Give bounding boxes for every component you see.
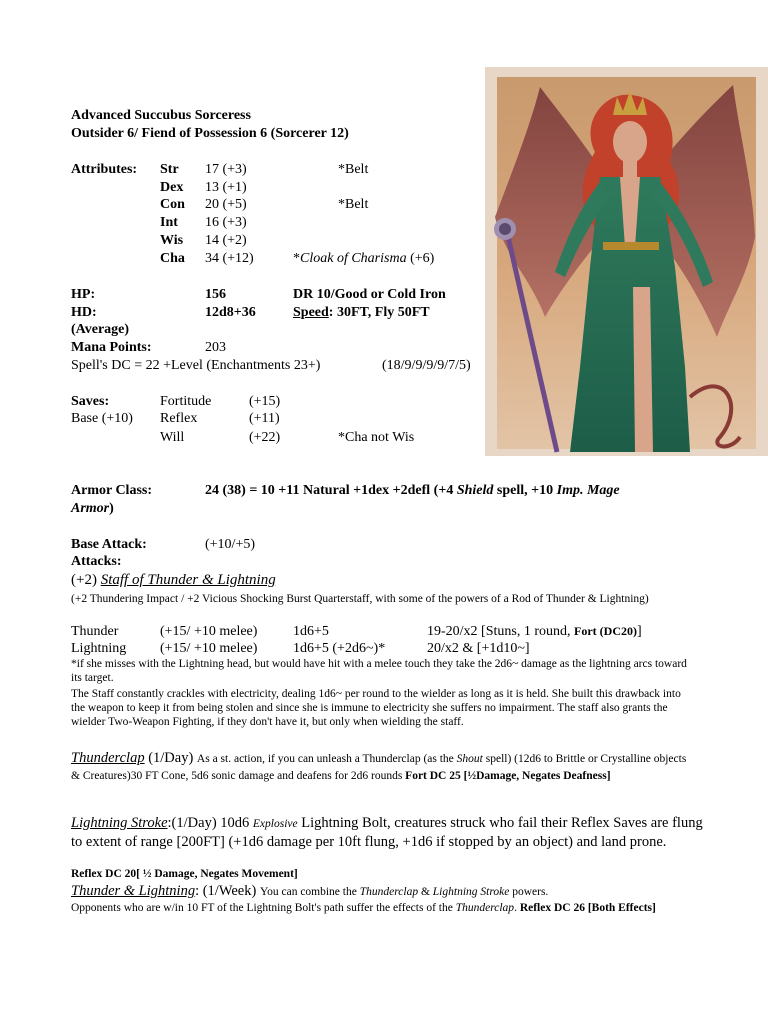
save-note: *Cha not Wis: [338, 430, 415, 445]
ac-mid: spell, +10: [493, 483, 557, 498]
hp-value: 156: [205, 287, 226, 302]
lightning-stroke-frequency: :(1/Day) 10d6: [167, 815, 253, 831]
save-value: (+22): [249, 430, 281, 445]
weapon-damage: 1d6+5 (+2d6~)*: [293, 641, 386, 656]
page-title: Advanced Succubus Sorceress: [71, 108, 251, 123]
armor-class-value: [205, 482, 620, 499]
staff-note-crackle: The Staff constantly crackles with electricity, dealing 1d6~ per round to the wielder as long as it is held. She built this drawback into the weapon to keep it from being stolen and since she is immune to electricity she suffers no impairment. The staff also grants the wielder Two-Weapon Fighting, if they don't have it, but only when wielding the staff.: [71, 688, 681, 728]
succubus-illustration: [485, 67, 768, 456]
save-name: Reflex: [160, 411, 198, 426]
thunder-lightning-power: [71, 882, 548, 901]
combo-frequency: : (1/Week): [195, 883, 260, 899]
hd-value: 12d8+36: [205, 305, 256, 320]
attributes-label: Attributes:: [71, 162, 138, 177]
armor-class-label: Armor Class:: [71, 483, 153, 498]
combo-effect-period: .: [514, 902, 520, 914]
weapon-head: Lightning: [71, 641, 127, 656]
weapon-attack: (+15/ +10 melee): [160, 624, 258, 639]
base-attack-value: (+10/+5): [205, 537, 256, 552]
attr-name: Dex: [160, 180, 184, 195]
attr-note: *Belt: [338, 162, 369, 177]
combo-text-2: powers.: [509, 886, 549, 898]
attr-value: 17 (+3): [205, 162, 247, 177]
attr-name: Cha: [160, 251, 185, 266]
combo-lightning-stroke: Lightning Stroke: [432, 886, 510, 898]
save-name: Will: [160, 430, 185, 445]
damage-reduction: DR 10/Good or Cold Iron: [293, 287, 446, 302]
hd-label: HD:: [71, 305, 97, 320]
page-subtitle: Outsider 6/ Fiend of Possession 6 (Sorcerer 12): [71, 126, 349, 141]
save-value: (+11): [249, 411, 280, 426]
lightning-stroke-save: Reflex DC 20[ ½ Damage, Negates Movement]: [71, 868, 298, 880]
combo-name: Thunder & Lightning: [71, 883, 196, 899]
armor-word: Armor: [71, 501, 110, 516]
staff-description: (+2 Thundering Impact / +2 Vicious Shocking Burst Quarterstaff, with some of the powers of a Rod of Thunder & Lightning): [71, 593, 649, 605]
crit-save: Fort (DC20): [574, 624, 637, 638]
shout-spell: Shout: [456, 753, 483, 765]
hd-average: (Average): [71, 322, 130, 337]
attr-value: 16 (+3): [205, 215, 247, 230]
explosive-word: Explosive: [252, 818, 298, 830]
attr-value: 20 (+5): [205, 197, 247, 212]
thunderclap-frequency: (1/Day): [144, 750, 197, 766]
combo-save: Reflex DC 26 [Both Effects]: [519, 902, 656, 914]
combo-effect-thunderclap: Thunderclap: [455, 902, 515, 914]
thunderclap-text-2: spell) (12d6 to Brittle or Crystalline objects & Creatures)30 FT Cone, 5d6 sonic damage and deafens for 2d6 rounds: [71, 753, 687, 782]
mana-value: 203: [205, 340, 226, 355]
save-name: Fortitude: [160, 394, 212, 409]
thunderclap-power: [71, 750, 691, 785]
attacks-label: Attacks:: [71, 554, 122, 569]
attr-note-bonus: (+6): [406, 251, 435, 266]
attr-name: Wis: [160, 233, 184, 248]
ac-breakdown: 24 (38) = 10 +11 Natural +1dex +2defl (+4: [205, 483, 457, 498]
armor-close: ): [109, 501, 114, 516]
cloak-of-charisma: Cloak of Charisma: [300, 251, 407, 266]
weapon-head: Thunder: [71, 624, 119, 639]
saves-base: Base (+10): [71, 411, 133, 426]
attr-name: Int: [160, 215, 178, 230]
crit-close: ]: [636, 624, 642, 639]
base-attack-label: Base Attack:: [71, 537, 147, 552]
attr-note: [293, 250, 434, 267]
shield-spell: Shield: [456, 483, 494, 498]
spell-dc: Spell's DC = 22 +Level (Enchantments 23+): [71, 358, 321, 373]
imp-mage: Imp. Mage: [556, 483, 620, 498]
speed-label: Speed: [293, 305, 329, 320]
crit-range: 19-20/x2 [Stuns, 1 round,: [427, 624, 574, 639]
mana-label: Mana Points:: [71, 340, 152, 355]
saves-label: Saves:: [71, 394, 110, 409]
speed-value: : 30FT, Fly 50FT: [328, 305, 430, 320]
lightning-stroke-name: Lightning Stroke: [71, 815, 168, 831]
weapon-damage: 1d6+5: [293, 624, 329, 639]
attr-note-star: *: [293, 251, 300, 266]
attr-name: Str: [160, 162, 179, 177]
staff-note-lightning: *if she misses with the Lightning head, but would have hit with a melee touch they take the 2d6~ damage as the lightning arcs toward its target.: [71, 658, 687, 684]
combo-text: You can combine the: [259, 886, 360, 898]
thunderclap-name: Thunderclap: [71, 750, 145, 766]
staff-name: Staff of Thunder & Lightning: [100, 572, 276, 588]
lightning-stroke-text: Lightning Bolt, creatures struck who fail their Reflex Saves are flung to extent of range [200FT] (+1d6 damage per 10ft flung, +1d6 if stopped by an object) and land prone.: [71, 815, 703, 850]
combo-effect: [71, 901, 671, 915]
weapon-crit: 20/x2 & [+1d10~]: [427, 641, 530, 656]
attr-value: 13 (+1): [205, 180, 247, 195]
staff-heading: [71, 571, 276, 590]
attr-value: 34 (+12): [205, 251, 254, 266]
thunderclap-text: As a st. action, if you can unleash a Thunderclap (as the: [196, 753, 457, 765]
armor-class-cont: [71, 500, 114, 517]
combo-thunderclap: Thunderclap: [359, 886, 419, 898]
thunderclap-save: Fort DC 25 [½Damage, Negates Deafness]: [405, 770, 611, 782]
save-value: (+15): [249, 394, 281, 409]
weapon-attack: (+15/ +10 melee): [160, 641, 258, 656]
attr-value: 14 (+2): [205, 233, 247, 248]
lightning-stroke-power: [71, 815, 711, 851]
hp-label: HP:: [71, 287, 96, 302]
attr-name: Con: [160, 197, 185, 212]
combo-amp: &: [418, 886, 433, 898]
attr-note: *Belt: [338, 197, 369, 212]
combo-effect-text: Opponents who are w/in 10 FT of the Lightning Bolt's path suffer the effects of the: [71, 902, 456, 914]
weapon-crit: [427, 623, 642, 640]
staff-bonus: (+2): [71, 572, 101, 588]
speed: [293, 304, 430, 321]
spell-slots: (18/9/9/9/9/7/5): [382, 358, 471, 373]
